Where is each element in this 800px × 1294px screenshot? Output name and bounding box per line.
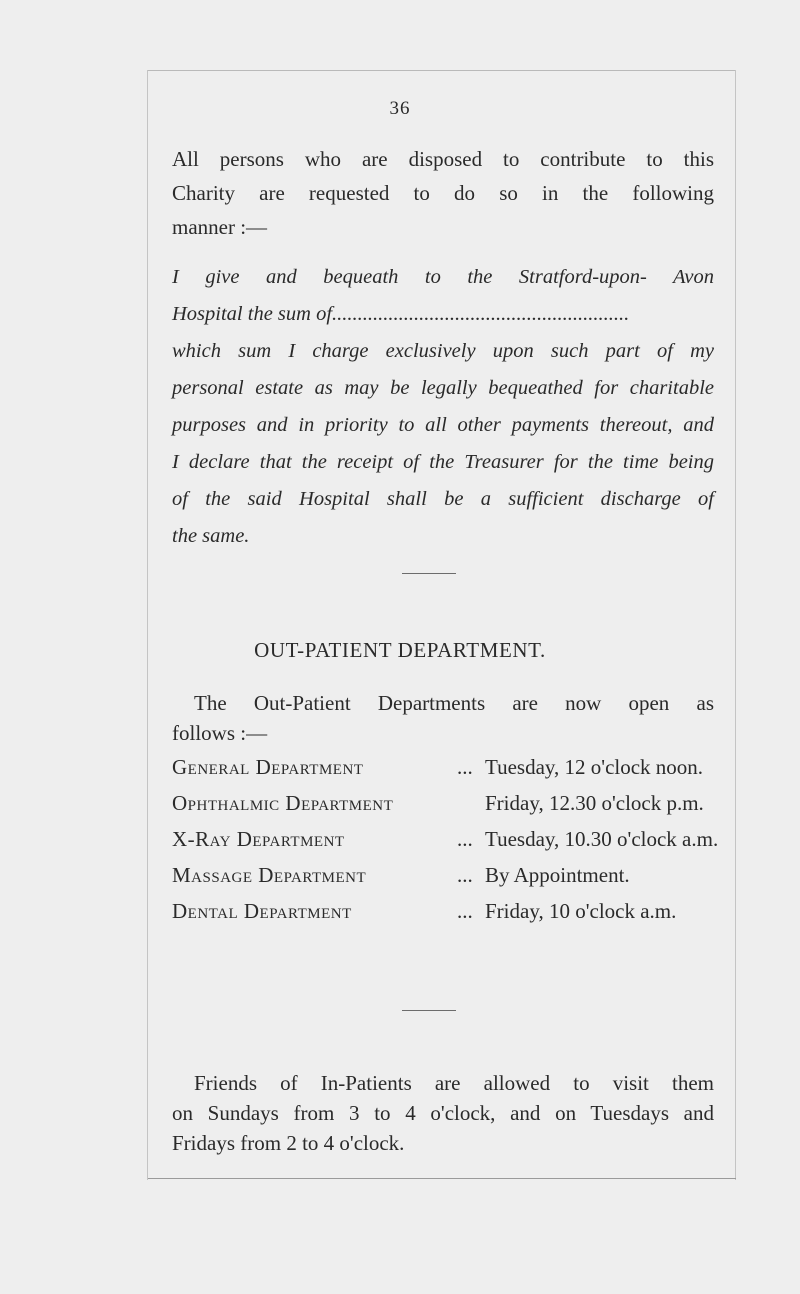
contribution-paragraph bbox=[172, 142, 714, 244]
section-title: OUT-PATIENT DEPARTMENT. bbox=[254, 638, 546, 662]
department-name: Massage Department bbox=[172, 863, 367, 887]
page-number: 36 bbox=[389, 98, 411, 119]
out-patient-intro-line-1: The Out-Patient Departments are now open as bbox=[194, 691, 714, 715]
bequest-form-paragraph bbox=[172, 259, 714, 555]
visiting-line-2: on Sundays from 3 to 4 o'clock, and on Tuesdays and bbox=[172, 1101, 714, 1125]
department-row bbox=[172, 755, 732, 791]
department-row bbox=[172, 899, 732, 935]
contribution-line-1: All persons who are disposed to contribute to this bbox=[172, 147, 714, 171]
department-time: By Appointment. bbox=[485, 863, 630, 887]
leader-dots: ... bbox=[457, 863, 473, 887]
page-border-bottom bbox=[148, 1178, 736, 1179]
bequest-line-7: of the said Hospital shall be a sufficient discharge of bbox=[172, 488, 714, 510]
department-name: General Department bbox=[172, 755, 364, 779]
department-name: Ophthalmic Department bbox=[172, 791, 394, 815]
leader-dots: ... bbox=[457, 827, 473, 851]
department-time: Tuesday, 10.30 o'clock a.m. bbox=[485, 827, 719, 851]
department-name: Dental Department bbox=[172, 899, 352, 923]
contribution-line-2: Charity are requested to do so in the following bbox=[172, 181, 714, 205]
bequest-line-4: personal estate as may be legally bequeathed for charitable bbox=[172, 377, 714, 399]
visiting-line-3: Fridays from 2 to 4 o'clock. bbox=[172, 1131, 405, 1155]
page-border-right bbox=[735, 70, 736, 1180]
department-time: Friday, 10 o'clock a.m. bbox=[485, 899, 677, 923]
page-border-left bbox=[147, 70, 148, 1180]
department-time: Friday, 12.30 o'clock p.m. bbox=[485, 791, 704, 815]
department-schedule bbox=[172, 755, 732, 935]
bequest-line-8: the same. bbox=[172, 525, 250, 547]
contribution-line-3: manner :— bbox=[172, 215, 268, 239]
bequest-line-6: I declare that the receipt of the Treasurer for the time being bbox=[172, 451, 714, 473]
leader-dots: ... bbox=[457, 899, 473, 923]
department-row bbox=[172, 791, 732, 827]
department-time: Tuesday, 12 o'clock noon. bbox=[485, 755, 704, 779]
bequest-line-2: Hospital the sum of.......................................................... bbox=[172, 303, 630, 325]
department-row bbox=[172, 827, 732, 863]
bequest-line-3: which sum I charge exclusively upon such part of my bbox=[172, 340, 714, 362]
section-divider bbox=[402, 573, 456, 574]
out-patient-intro-line-2: follows :— bbox=[172, 721, 268, 745]
visiting-line-1: Friends of In-Patients are allowed to visit them bbox=[194, 1071, 714, 1095]
visiting-hours-paragraph bbox=[172, 1068, 714, 1158]
department-row bbox=[172, 863, 732, 899]
page-border-top bbox=[148, 70, 736, 71]
leader-dots: ... bbox=[457, 755, 473, 779]
bequest-line-1: I give and bequeath to the Stratford-upon- Avon bbox=[172, 266, 714, 288]
section-divider bbox=[402, 1010, 456, 1011]
department-name: X-Ray Department bbox=[172, 827, 345, 851]
out-patient-intro bbox=[172, 688, 714, 748]
bequest-line-5: purposes and in priority to all other payments thereout, and bbox=[172, 414, 714, 436]
